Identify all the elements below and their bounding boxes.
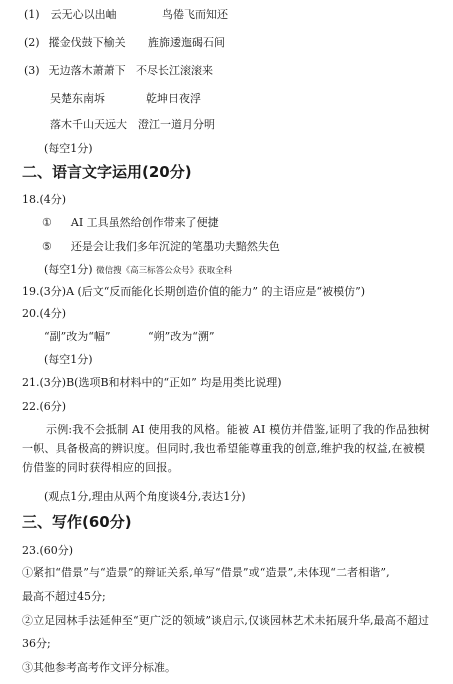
watermark-text: 微信搜《高三标答公众号》获取全科 [96,266,233,276]
answer-1-3-line2 [50,92,105,106]
section-heading-3: 三、写作(60分) [22,513,132,531]
item-number: (3) [24,64,40,77]
question-22-note: (观点1分,理由从两个角度谈4分,表达1分) [44,490,246,503]
answer-text: 无边落木萧萧下 [48,64,126,77]
answer-text: 澄江一道月分明 [138,118,215,131]
item-number: (2) [24,36,40,49]
question-18-item-5 [42,240,280,254]
question-19-answer: 19.(3分)A (后文“反而能化长期创造价值的能力” 的主语应是“被模仿”) [22,285,366,298]
question-23-criterion-3: ③其他参考高考作文评分标准。 [22,661,176,674]
answer-1-1-b [162,8,228,22]
item-marker: ⑤ [42,240,52,253]
answer-1-3-line2-b [146,92,201,106]
answer-text: 云无心以出岫 [50,8,117,21]
answer-text: 乾坤日夜浮 [146,92,201,105]
answer-text: 旌旆逶迤碣石间 [148,36,225,49]
score-note: (每空1分) [44,353,93,366]
answer-1-3-line3-b [138,118,215,132]
answer-1-2 [24,36,126,50]
answer-text: 鸟倦飞而知还 [162,8,228,21]
answer-1-3-line3 [50,118,127,132]
item-number: (1) [24,8,40,21]
answer-text: 摐金伐鼓下榆关 [48,36,126,49]
question-23-criterion-2: ②立足园林手法延伸至“更广泛的领域”谈启示,仅谈园林艺术未拓展升华,最高不超过 [22,614,430,627]
question-18-item-1 [42,216,219,230]
section-heading-2: 二、语言文字运用(20分) [22,163,192,181]
answer-text: 吴楚东南坼 [50,92,105,105]
question-21-answer: 21.(3分)B(选项B和材料中的“正如” 均是用类比说理) [22,376,282,389]
score-note: (每空1分) [44,142,93,155]
answer-1-3-line1 [24,64,126,78]
answer-1-3-line1-b [136,64,213,78]
question-20-correction-1: “副”改为“幅” [44,330,111,343]
question-20-correction-2: “朔”改为“溯” [148,330,215,343]
question-23-criterion-1-cont: 最高不超过45分; [22,590,106,603]
answer-1-1 [24,8,117,22]
question-18-note [44,263,232,277]
item-marker: ① [42,216,52,229]
question-22-sample-answer: 示例:我不会抵制 AI 使用我的风格。能被 AI 模仿并借鉴,证明了我的作品独树一帜、具备极高的辨识度。但同时,我也希望能尊重我的创意,维护我的权益,在被模仿借鉴的同时获得相应的回报。 [22,423,430,474]
answer-text: AI 工具虽然给创作带来了便捷 [70,216,219,229]
answer-1-2-b [148,36,225,50]
question-23-criterion-1: ①紧扣“借景”与“造景”的辩证关系,单写“借景”或“造景”,未体现“二者相谐”, [22,566,390,579]
score-note: (每空1分) [44,263,93,276]
question-20-header: 20.(4分) [22,307,67,320]
question-18-header: 18.(4分) [22,193,67,206]
question-23-criterion-2-cont: 36分; [22,637,51,650]
question-23-header: 23.(60分) [22,544,74,557]
question-22-header: 22.(6分) [22,400,67,413]
answer-text: 还是会让我们多年沉淀的笔墨功夫黯然失色 [70,240,280,253]
answer-text: 不尽长江滚滚来 [136,64,213,77]
answer-text: 落木千山天远大 [50,118,127,131]
